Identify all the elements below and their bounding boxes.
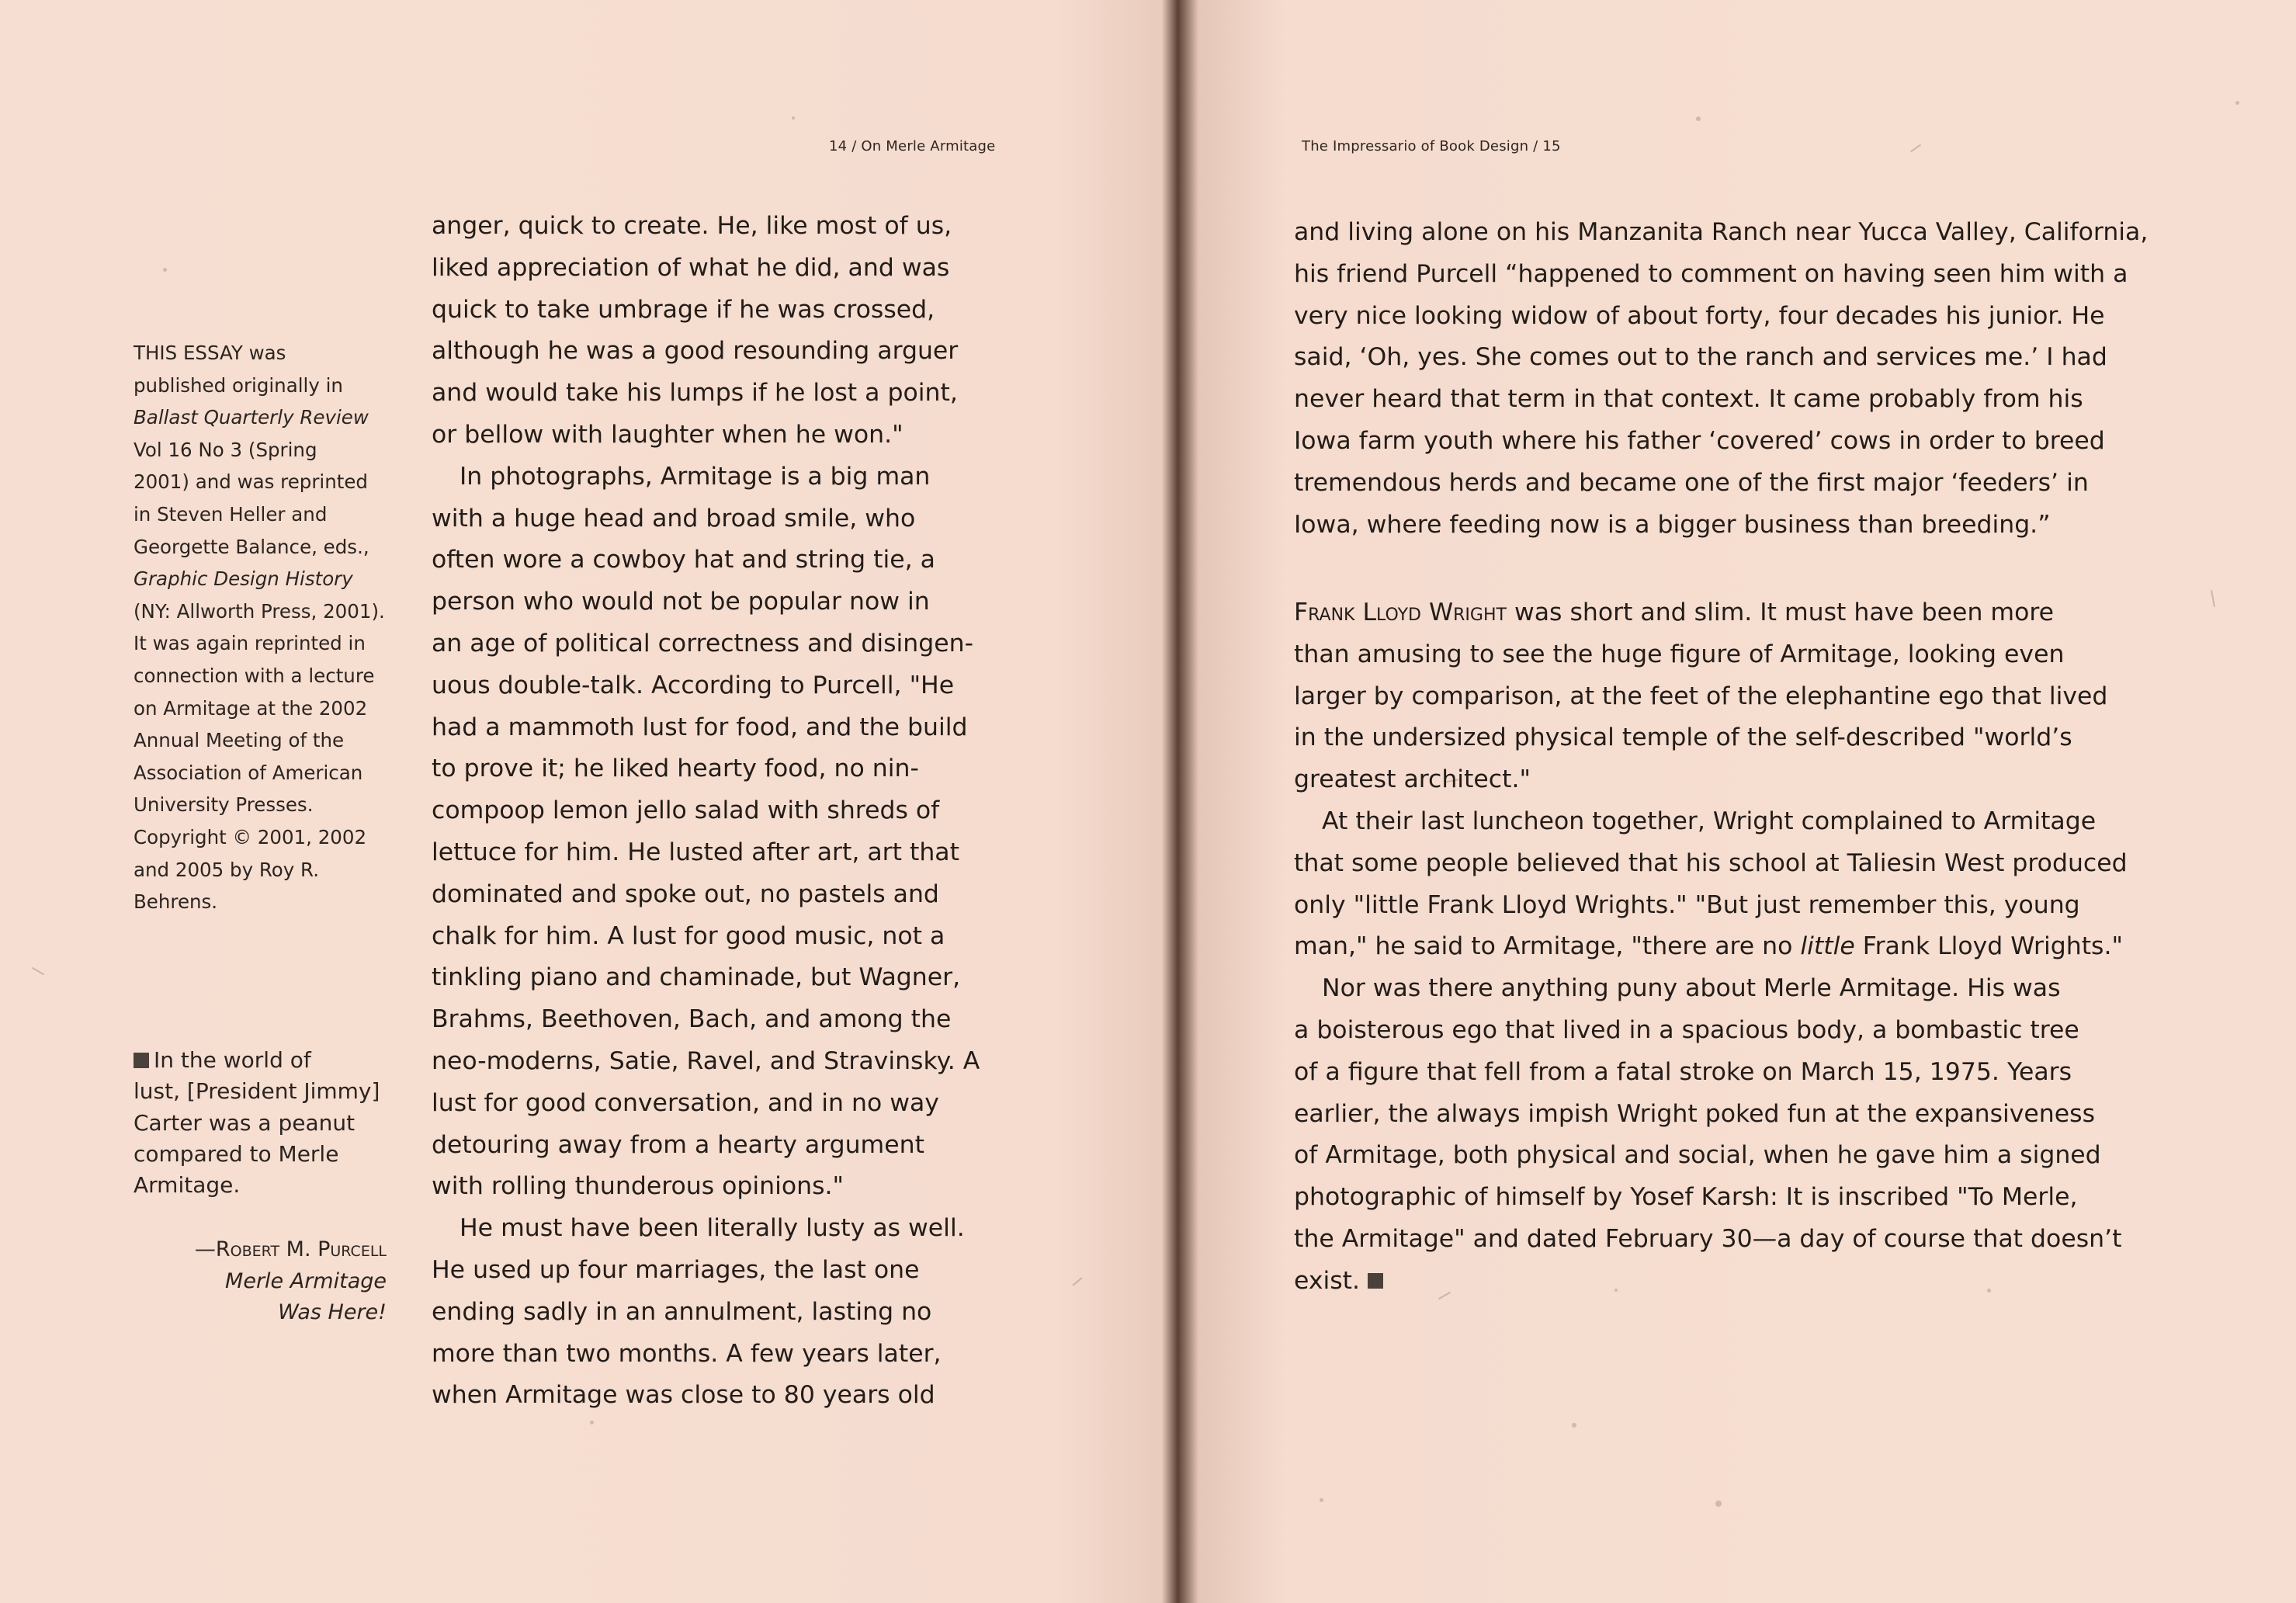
sidebar-line: Copyright © 2001, 2002	[134, 825, 367, 848]
body-line: tinkling piano and chaminade, but Wagner,	[432, 963, 961, 992]
sidebar-line: Behrens.	[134, 890, 218, 914]
body-line: quick to take umbrage if he was crossed,	[432, 295, 935, 324]
body-line: lettuce for him. He lusted after art, art that	[432, 838, 959, 866]
pull-quote	[134, 1045, 397, 1201]
sidebar-line: published originally in	[134, 373, 343, 397]
body-line: of Armitage, both physical and social, when he gave him a signed	[1294, 1141, 2101, 1170]
pull-quote-attribution	[195, 1234, 387, 1329]
sidebar-line: on Armitage at the 2002	[134, 696, 368, 720]
body-line: earlier, the always impish Wright poked fun at the expansiveness	[1294, 1099, 2095, 1128]
paper-speck	[1572, 1423, 1576, 1428]
end-mark-square-icon	[1368, 1273, 1383, 1289]
pull-quote-line: Armitage.	[134, 1172, 241, 1199]
body-line: with rolling thunderous opinions."	[432, 1172, 845, 1201]
attribution-author: —Robert M. Purcell	[194, 1237, 387, 1261]
body-line: although he was a good resounding arguer	[432, 337, 959, 366]
sidebar-line: Annual Meeting of the	[134, 729, 345, 752]
body-line: neo-moderns, Satie, Ravel, and Stravinsky. A	[432, 1046, 980, 1075]
lead-in-small-caps: Frank Lloyd Wright	[1294, 599, 1507, 626]
sidebar-line: THIS ESSAY was	[134, 342, 286, 364]
body-line: uous double-talk. According to Purcell, "He	[432, 671, 955, 699]
sidebar-line: It was again reprinted in	[134, 632, 366, 655]
body-line: Iowa farm youth where his father ‘covered’ cows in order to breed	[1294, 426, 2105, 455]
body-line: a boisterous ego that lived in a spacious body, a bombastic tree	[1294, 1015, 2079, 1044]
body-line: chalk for him. A lust for good music, not a	[432, 921, 945, 950]
body-line: Nor was there anything puny about Merle Armitage. His was	[1322, 974, 2061, 1003]
body-line: ending sadly in an annulment, lasting no	[432, 1297, 932, 1326]
paper-speck	[163, 268, 167, 272]
sidebar-line-journal-title: Ballast Quarterly Review	[134, 406, 369, 429]
body-line: Brahms, Beethoven, Bach, and among the	[432, 1005, 952, 1034]
body-line: or bellow with laughter when he won."	[432, 420, 903, 449]
body-line: only "little Frank Lloyd Wrights." "But just remember this, young	[1294, 890, 2080, 919]
body-line: in the undersized physical temple of the self-described "world’s	[1294, 723, 2072, 752]
body-line: Iowa, where feeding now is a bigger business than breeding.”	[1294, 510, 2051, 539]
body-line: an age of political correctness and disingen-	[432, 629, 973, 658]
sidebar-line: connection with a lecture	[134, 664, 375, 687]
body-line: compoop lemon jello salad with shreds of	[432, 796, 940, 825]
body-line: when Armitage was close to 80 years old	[432, 1381, 935, 1410]
paper-speck	[1320, 1498, 1323, 1502]
body-line: detouring away from a hearty argument	[432, 1130, 924, 1159]
square-bullet-icon	[134, 1053, 149, 1068]
pull-quote-line: lust, [President Jimmy]	[134, 1078, 380, 1105]
pull-quote-line: compared to Merle	[134, 1140, 339, 1167]
body-line: with a huge head and broad smile, who	[432, 504, 916, 533]
sidebar-line: Association of American	[134, 761, 363, 784]
italic-word: little	[1800, 932, 1855, 961]
body-line: larger by comparison, at the feet of the elephantine ego that lived	[1294, 682, 2108, 710]
body-line: and would take his lumps if he lost a point,	[432, 379, 958, 408]
running-head-left: 14 / On Merle Armitage	[829, 138, 996, 154]
sidebar-line-book-title: Graphic Design History	[134, 567, 353, 591]
body-line: had a mammoth lust for food, and the build	[432, 713, 968, 741]
body-line: than amusing to see the huge figure of Armitage, looking even	[1294, 640, 2065, 668]
right-page-paragraph-1	[1294, 212, 2148, 546]
sidebar-line: (NY: Allworth Press, 2001).	[134, 599, 385, 623]
paper-speck	[590, 1421, 594, 1424]
body-line: never heard that term in that context. It came probably from his	[1294, 385, 2083, 414]
body-line: lust for good conversation, and in no way	[432, 1088, 939, 1117]
body-text: Frank Lloyd Wrights."	[1854, 932, 2123, 961]
right-page-paragraph-2	[1294, 592, 2128, 1303]
paper-speck	[2235, 101, 2239, 105]
paper-fiber	[32, 967, 45, 976]
body-line: very nice looking widow of about forty, four decades his junior. He	[1294, 301, 2105, 330]
body-line: to prove it; he liked hearty food, no nin-	[432, 755, 919, 783]
running-head-right: The Impressario of Book Design / 15	[1302, 138, 1561, 154]
paper-fiber	[2211, 590, 2215, 607]
sidebar-line: in Steven Heller and	[134, 502, 328, 526]
paper-speck	[1715, 1501, 1722, 1507]
body-text: was short and slim. It must have been more	[1506, 599, 2055, 626]
body-text: man," he said to Armitage, "there are no	[1294, 932, 1801, 961]
body-line: anger, quick to create. He, like most of us,	[432, 212, 952, 240]
sidebar-note	[134, 337, 397, 918]
body-line: that some people believed that his school at Taliesin West produced	[1294, 848, 2128, 877]
attribution-work: Merle Armitage	[225, 1268, 387, 1293]
body-line: often wore a cowboy hat and string tie, a	[432, 546, 935, 574]
sidebar-line: University Presses.	[134, 793, 314, 817]
sidebar-line: Vol 16 No 3 (Spring	[134, 438, 317, 461]
paper-speck	[792, 116, 795, 120]
left-page-body	[432, 206, 980, 1417]
sidebar-line: and 2005 by Roy R.	[134, 858, 319, 881]
body-line: He must have been literally lusty as well.	[460, 1214, 965, 1243]
sidebar-line: 2001) and was reprinted	[134, 470, 368, 494]
paper-fiber	[1910, 144, 1921, 153]
body-line: person who would not be popular now in	[432, 588, 930, 616]
body-line: liked appreciation of what he did, and was	[432, 253, 950, 282]
body-line: dominated and spoke out, no pastels and	[432, 880, 939, 908]
paper-speck	[1696, 116, 1701, 121]
body-line: the Armitage" and dated February 30—a day of course that doesn’t	[1294, 1224, 2122, 1253]
sidebar-line: Georgette Balance, eds.,	[134, 535, 369, 558]
body-line: In photographs, Armitage is a big man	[460, 462, 931, 491]
body-line: tremendous herds and became one of the first major ‘feeders’ in	[1294, 468, 2089, 497]
pull-quote-line: In the world of	[154, 1047, 311, 1073]
body-line: of a figure that fell from a fatal stroke on March 15, 1975. Years	[1294, 1057, 2072, 1086]
paper-fiber	[1072, 1277, 1083, 1286]
pull-quote-line: Carter was a peanut	[134, 1109, 355, 1136]
body-line: his friend Purcell “happened to comment on having seen him with a	[1294, 259, 2128, 288]
body-line: and living alone on his Manzanita Ranch near Yucca Valley, California,	[1294, 218, 2149, 246]
body-line: At their last luncheon together, Wright complained to Armitage	[1322, 807, 2097, 835]
body-line: greatest architect."	[1294, 765, 1531, 794]
body-line: He used up four marriages, the last one	[432, 1255, 920, 1284]
body-line: said, ‘Oh, yes. She comes out to the ranch and services me.’ I had	[1294, 343, 2107, 372]
body-line: photographic of himself by Yosef Karsh: It is inscribed "To Merle,	[1294, 1183, 2078, 1212]
attribution-work: Was Here!	[278, 1300, 387, 1324]
body-line: more than two months. A few years later,	[432, 1339, 942, 1368]
body-text: exist.	[1294, 1266, 1360, 1295]
